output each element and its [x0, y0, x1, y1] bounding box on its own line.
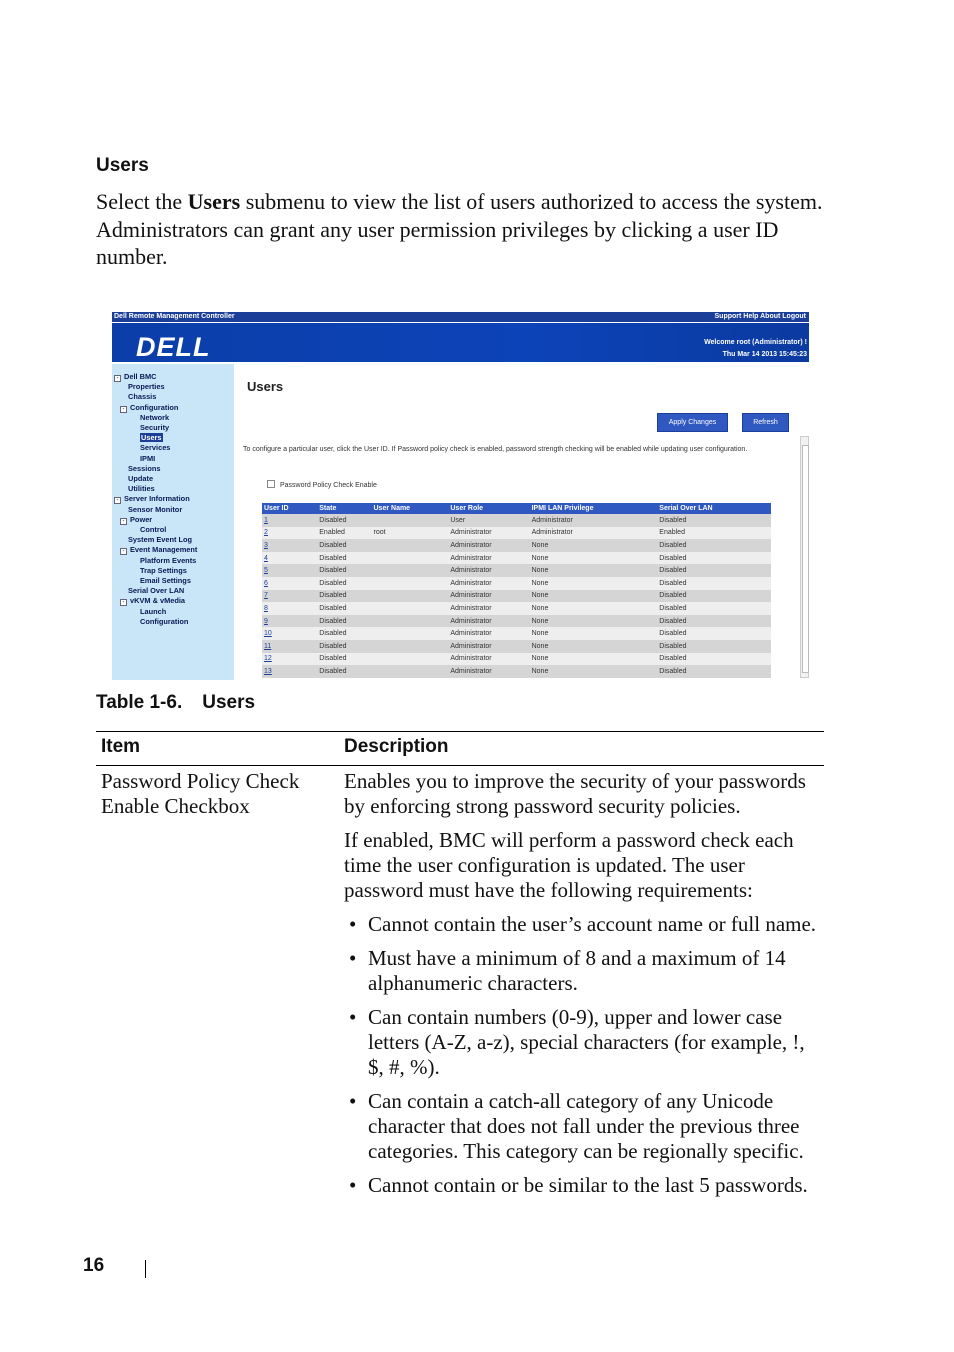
table-cell	[372, 602, 449, 615]
table-row	[96, 766, 824, 1211]
column-header: User Role	[448, 503, 529, 514]
table-cell: None	[530, 539, 658, 552]
table-cell: Disabled	[657, 590, 771, 603]
nav-item-label: Update	[128, 474, 154, 483]
collapse-toggle-icon[interactable]: -	[120, 548, 127, 555]
nav-item[interactable]	[128, 535, 192, 544]
table-cell	[372, 615, 449, 628]
collapse-toggle-icon[interactable]: -	[120, 599, 127, 606]
scrollbar[interactable]	[800, 436, 809, 678]
table-cell: Disabled	[657, 627, 771, 640]
nav-item-label: Serial Over LAN	[128, 586, 185, 596]
table-cell: root	[372, 527, 449, 540]
table-cell: Administrator	[448, 590, 529, 603]
table-cell: Administrator	[448, 615, 529, 628]
item-cell: Password Policy Check Enable Checkbox	[101, 769, 300, 818]
top-bar-title: Dell Remote Management Controller	[114, 313, 235, 320]
nav-item[interactable]	[120, 596, 185, 606]
item-column-header: Item	[96, 732, 339, 766]
nav-item[interactable]	[128, 382, 165, 391]
nav-item[interactable]	[128, 586, 184, 595]
table-cell: Administrator	[448, 627, 529, 640]
list-item: • Must have a minimum of 8 and a maximum of 14 alphanumeric characters.	[344, 946, 819, 996]
intro-paragraph	[96, 188, 826, 271]
table-cell: None	[530, 552, 658, 565]
table-cell	[372, 653, 449, 666]
user-id-link[interactable]: 3	[262, 539, 317, 552]
column-header: IPMI LAN Privilege	[530, 503, 658, 514]
password-policy-checkbox[interactable]	[267, 480, 275, 488]
section-heading: Users	[96, 155, 149, 176]
table-cell: Administrator	[448, 539, 529, 552]
nav-item-label: Properties	[128, 382, 165, 392]
nav-item-label: vKVM & vMedia	[130, 596, 186, 606]
table-cell: Disabled	[657, 615, 771, 628]
table-cell: Enabled	[657, 527, 771, 540]
nav-tree	[112, 364, 234, 680]
table-cell	[372, 665, 449, 678]
welcome-date: Thu Mar 14 2013 15:45:23	[722, 351, 807, 358]
nav-item[interactable]	[120, 515, 152, 525]
table-cell: Administrator	[530, 514, 658, 527]
list-item: • Can contain a catch-all category of any Unicode character that does not fall under the previous three categories. This category can be regionally specific.	[344, 1089, 819, 1164]
nav-item[interactable]	[140, 566, 187, 575]
nav-item[interactable]	[128, 392, 156, 401]
user-id-link[interactable]: 8	[262, 602, 317, 615]
intro-text-before: Select the	[96, 189, 188, 214]
table-cell: None	[530, 615, 658, 628]
users-page-screenshot	[112, 312, 809, 680]
nav-item[interactable]	[120, 545, 197, 555]
table-cell: None	[530, 665, 658, 678]
user-id-link[interactable]: 1	[262, 514, 317, 527]
description-cell	[339, 766, 824, 1211]
table-row	[262, 615, 771, 628]
table-cell: Disabled	[317, 627, 371, 640]
nav-item[interactable]	[114, 372, 156, 382]
users-table	[262, 503, 771, 678]
table-cell: None	[530, 590, 658, 603]
instructions-text: To configure a particular user, click the User ID. If Password policy check is enabled, password strength checking will be enabled while updating user configuration.	[243, 446, 748, 453]
nav-item[interactable]	[140, 454, 155, 463]
nav-item-label: Control	[140, 525, 167, 534]
table-cell: Disabled	[657, 514, 771, 527]
collapse-toggle-icon[interactable]: -	[114, 375, 121, 382]
table-cell: Disabled	[657, 577, 771, 590]
table-cell: Disabled	[657, 640, 771, 653]
collapse-toggle-icon[interactable]: -	[120, 406, 127, 413]
password-policy-checkbox-row[interactable]	[267, 480, 377, 489]
table-cell: Administrator	[530, 527, 658, 540]
nav-item-label: System Event Log	[128, 535, 193, 545]
nav-item-label: Users	[141, 433, 162, 443]
nav-item-label: Email Settings	[140, 576, 191, 585]
user-id-link[interactable]: 9	[262, 615, 317, 628]
table-cell: Administrator	[448, 527, 529, 540]
collapse-toggle-icon[interactable]: -	[114, 497, 121, 504]
collapse-toggle-icon[interactable]: -	[120, 518, 127, 525]
table-row	[262, 665, 771, 678]
table-cell: None	[530, 653, 658, 666]
nav-item-label: Sensor Monitor	[128, 504, 183, 514]
column-header: State	[317, 503, 371, 514]
apply-changes-button[interactable]: Apply Changes	[657, 413, 728, 432]
table-cell: Disabled	[657, 552, 771, 565]
table-cell: None	[530, 602, 658, 615]
table-cell: Disabled	[317, 564, 371, 577]
user-id-link[interactable]: 5	[262, 564, 317, 577]
nav-item-label: Launch	[140, 606, 167, 616]
nav-item[interactable]	[140, 617, 188, 626]
description-table	[96, 731, 824, 1210]
table-row	[262, 564, 771, 577]
intro-text-after: submenu to view the list of users authorized to access the system. Administrators can grant any user permission privileges by clicking a user ID number.	[96, 189, 823, 269]
nav-item[interactable]	[140, 576, 191, 585]
intro-text-bold: Users	[187, 189, 241, 214]
table-cell: Administrator	[448, 564, 529, 577]
nav-item[interactable]	[140, 433, 163, 442]
list-item: • Cannot contain the user’s account name or full name.	[344, 912, 819, 937]
table-cell: Administrator	[448, 552, 529, 565]
table-cell: Disabled	[317, 539, 371, 552]
table-cell: Disabled	[657, 665, 771, 678]
table-row	[262, 527, 771, 540]
nav-item-label: Network	[140, 412, 170, 422]
nav-item-label: Trap Settings	[140, 565, 187, 575]
nav-item-label: IPMI	[140, 453, 156, 463]
table-cell	[372, 640, 449, 653]
welcome-user: Welcome root (Administrator) !	[704, 339, 807, 346]
nav-item-label: Power	[130, 514, 153, 524]
description-paragraph: If enabled, BMC will perform a password check each time the user configuration is updated. The user password must have the following requirements:	[344, 828, 794, 902]
table-cell: None	[530, 640, 658, 653]
nav-item-label: Server Information	[124, 494, 190, 504]
page-title: Users	[247, 379, 284, 394]
table-cell: None	[530, 627, 658, 640]
table-caption	[96, 692, 255, 714]
nav-item-label: Sessions	[128, 463, 161, 473]
nav-item-label: Event Management	[130, 545, 198, 555]
table-cell: Disabled	[317, 602, 371, 615]
table-cell: Administrator	[448, 665, 529, 678]
requirements-list	[344, 912, 819, 1198]
table-cell: Disabled	[657, 539, 771, 552]
column-header: Serial Over LAN	[657, 503, 771, 514]
table-cell	[372, 552, 449, 565]
table-cell	[372, 627, 449, 640]
description-column-header: Description	[339, 732, 824, 766]
nav-item-label: Dell BMC	[124, 372, 157, 381]
password-policy-label: Password Policy Check Enable	[280, 482, 377, 489]
table-row	[262, 590, 771, 603]
table-row	[262, 514, 771, 527]
table-cell: Disabled	[657, 564, 771, 577]
nav-item[interactable]	[114, 494, 190, 504]
refresh-button[interactable]: Refresh	[742, 413, 789, 432]
nav-item[interactable]	[140, 556, 196, 565]
table-cell: Administrator	[448, 577, 529, 590]
table-cell: Disabled	[657, 653, 771, 666]
nav-item[interactable]	[140, 413, 169, 422]
table-cell: Enabled	[317, 527, 371, 540]
table-cell: None	[530, 577, 658, 590]
nav-item-label: Security	[140, 423, 170, 432]
table-cell: Disabled	[317, 590, 371, 603]
table-row	[262, 552, 771, 565]
list-item: • Can contain numbers (0-9), upper and lower case letters (A-Z, a-z), special characters (for example, !, $, #, %).	[344, 1005, 819, 1080]
table-cell	[372, 577, 449, 590]
scrollbar-thumb[interactable]	[802, 445, 809, 673]
nav-item[interactable]	[128, 505, 182, 514]
table-row	[262, 627, 771, 640]
table-cell: Disabled	[317, 653, 371, 666]
header-banner	[112, 323, 809, 362]
top-bar-links[interactable]: Support Help About Logout	[714, 313, 806, 320]
nav-item[interactable]	[120, 403, 178, 413]
table-cell: Disabled	[657, 602, 771, 615]
nav-item-label: Configuration	[130, 402, 179, 412]
table-cell: Disabled	[317, 665, 371, 678]
table-caption-title: Users	[202, 692, 256, 713]
table-cell: Disabled	[317, 552, 371, 565]
dell-logo: DELL	[136, 332, 211, 362]
nav-item-label: Configuration	[140, 616, 189, 626]
table-cell: None	[530, 564, 658, 577]
user-id-link[interactable]: 13	[262, 665, 317, 678]
user-id-link[interactable]: 4	[262, 552, 317, 565]
nav-item-label: Services	[140, 443, 171, 453]
nav-item[interactable]	[128, 474, 153, 483]
nav-item-label: Platform Events	[140, 555, 197, 565]
table-cell	[372, 590, 449, 603]
table-cell: Disabled	[317, 640, 371, 653]
nav-item[interactable]	[140, 525, 166, 534]
column-header: User ID	[262, 503, 317, 514]
nav-item[interactable]	[140, 443, 170, 452]
user-id-link[interactable]: 12	[262, 653, 317, 666]
user-id-link[interactable]: 11	[262, 640, 317, 653]
table-row	[262, 577, 771, 590]
table-row	[262, 602, 771, 615]
top-bar	[112, 312, 809, 322]
table-cell: Disabled	[317, 514, 371, 527]
nav-item[interactable]	[140, 607, 166, 616]
table-cell: Administrator	[448, 653, 529, 666]
column-header: User Name	[372, 503, 449, 514]
nav-item[interactable]	[128, 464, 160, 473]
users-table-header	[262, 503, 771, 514]
table-row	[262, 640, 771, 653]
table-cell: Administrator	[448, 640, 529, 653]
table-cell: Administrator	[448, 602, 529, 615]
table-cell: Disabled	[317, 577, 371, 590]
nav-item[interactable]	[128, 484, 155, 493]
nav-item-label: Utilities	[128, 484, 155, 494]
user-id-link[interactable]: 7	[262, 590, 317, 603]
table-caption-label: Table 1-6.	[96, 692, 183, 713]
table-row	[262, 539, 771, 552]
page-number: 16	[83, 1255, 105, 1276]
welcome-block	[704, 337, 807, 361]
table-row	[262, 653, 771, 666]
table-cell	[372, 514, 449, 527]
table-cell: User	[448, 514, 529, 527]
table-cell: Disabled	[317, 615, 371, 628]
nav-item[interactable]	[140, 423, 169, 432]
table-cell	[372, 539, 449, 552]
user-id-link[interactable]: 10	[262, 627, 317, 640]
table-cell	[372, 564, 449, 577]
user-id-link[interactable]: 2	[262, 527, 317, 540]
user-id-link[interactable]: 6	[262, 577, 317, 590]
nav-item-label: Chassis	[128, 392, 157, 402]
list-item: • Cannot contain or be similar to the last 5 passwords.	[344, 1173, 819, 1198]
description-paragraph: Enables you to improve the security of your passwords by enforcing strong password security policies.	[344, 769, 806, 818]
page-number-divider	[145, 1260, 146, 1278]
